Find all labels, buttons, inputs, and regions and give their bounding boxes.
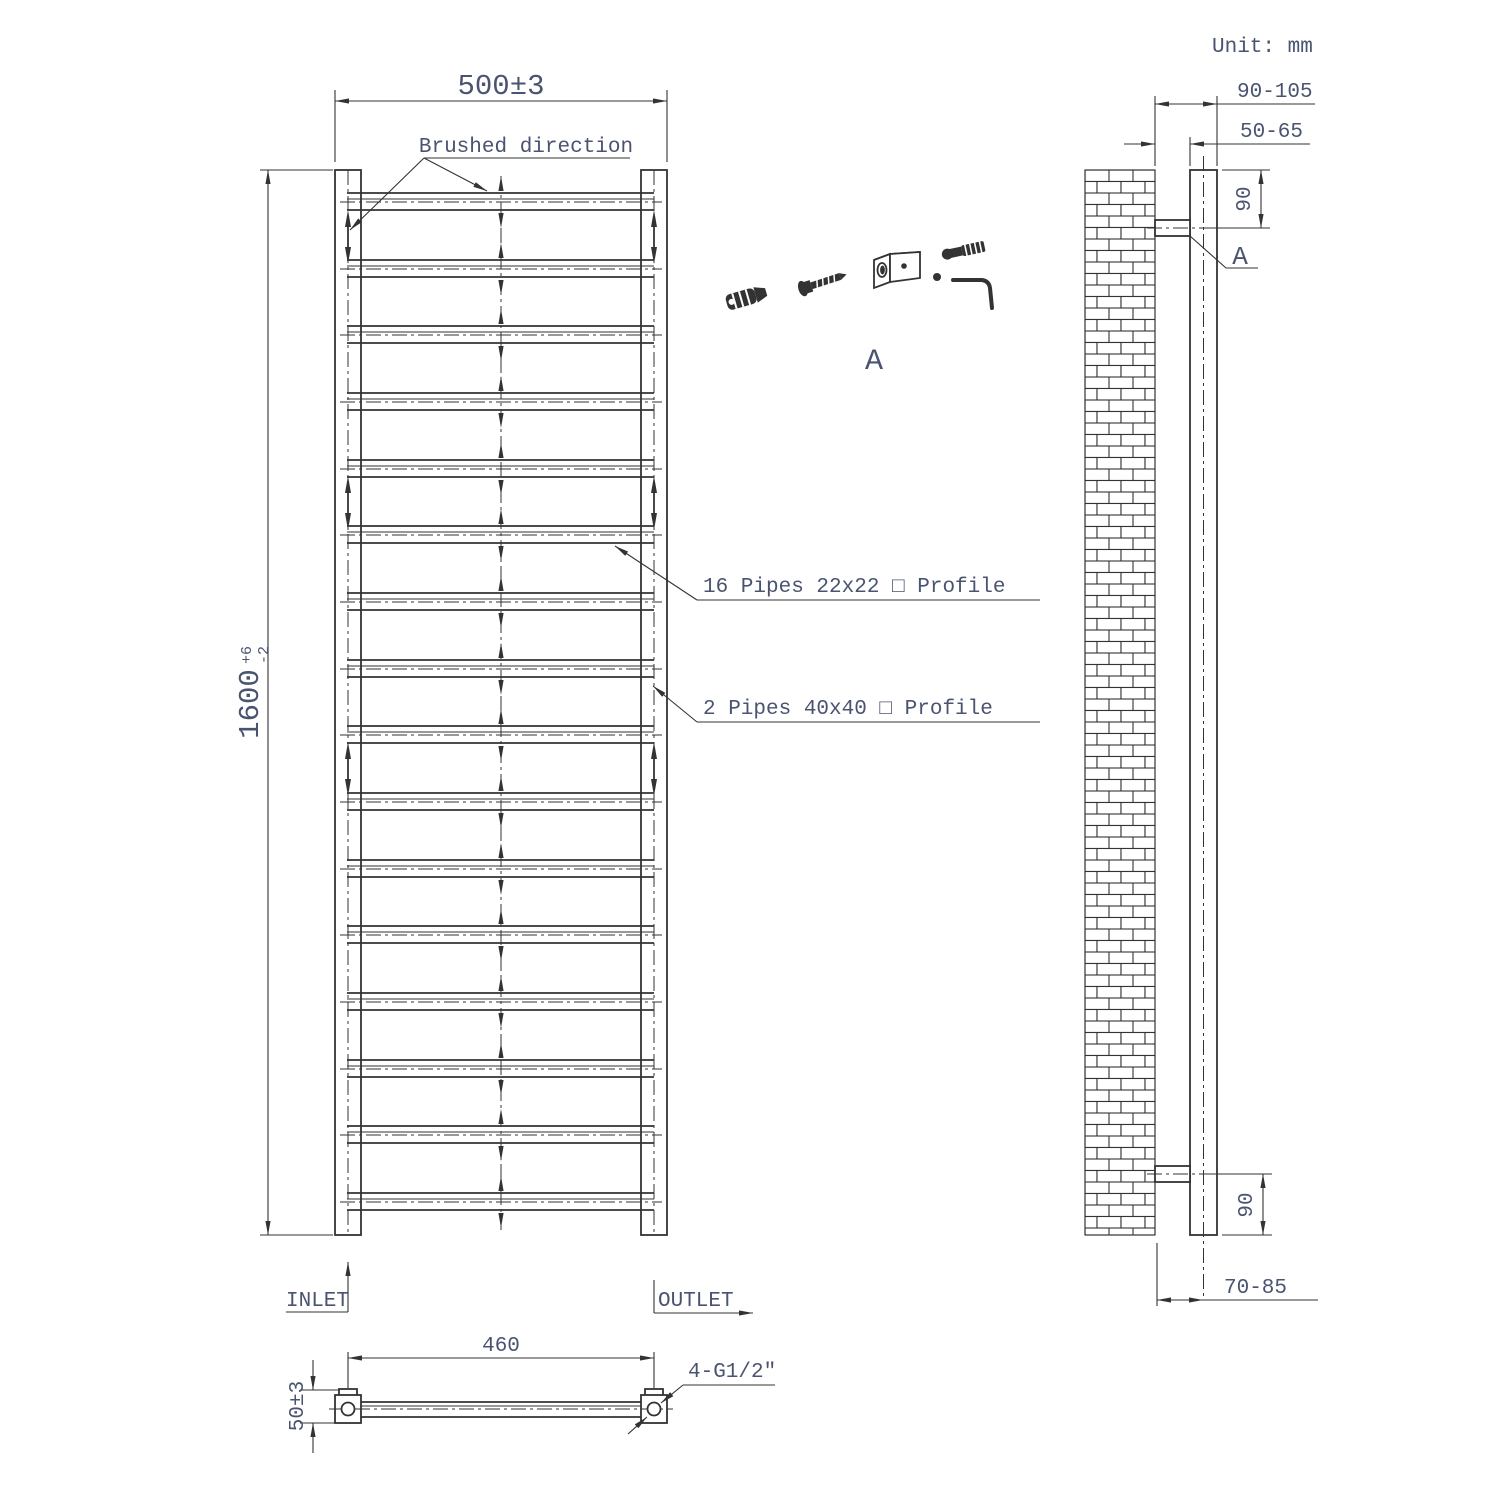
bracket-block-icon [874, 252, 920, 288]
grub-screw-icon [941, 240, 986, 261]
inlet-callout [286, 1262, 349, 1313]
wall-clearance-label: 70-85 [1224, 1277, 1288, 1300]
brushed-direction-label: Brushed direction [418, 136, 634, 159]
rung-pipe-note-label: 16 Pipes 22x22 □ Profile [703, 576, 1006, 599]
hardware-detail-label: A [864, 345, 884, 379]
height-dimension [234, 170, 333, 1235]
bottom-view [287, 1335, 776, 1453]
depth-dimension-label: 50±3 [287, 1380, 310, 1432]
hardware-detail [725, 240, 992, 379]
washer-icon [933, 273, 941, 281]
wall-clearance-dimension [1157, 1243, 1318, 1306]
port-spacing-dimension [348, 1335, 654, 1388]
right-thread-port [648, 1403, 661, 1416]
wall-plug-icon [725, 284, 769, 311]
port-spacing-label: 460 [482, 1335, 520, 1358]
height-tolerance-minus: -2 [256, 645, 273, 664]
outlet-callout [654, 1280, 753, 1313]
bracket-depth-label: 50-65 [1240, 121, 1304, 144]
upright-pipe-note [653, 686, 1040, 722]
detail-a-reference-label: A [1232, 242, 1248, 272]
brushed-direction-callout [350, 136, 633, 230]
overall-depth-label: 90-105 [1237, 81, 1313, 104]
thread-note-label: 4-G1/2″ [688, 1361, 777, 1384]
allen-key-icon [953, 280, 992, 308]
wall [1085, 170, 1155, 1235]
upright-pipe-note-label: 2 Pipes 40x40 □ Profile [703, 698, 993, 721]
outlet-label: OUTLET [658, 1290, 734, 1313]
depth-dimension [287, 1360, 340, 1453]
bottom-offset-label: 90 [1236, 1192, 1259, 1218]
top-offset-label: 90 [1234, 186, 1257, 212]
width-dimension-label: 500±3 [457, 70, 545, 103]
rung-pipe-note [615, 546, 1040, 600]
height-tolerance-plus: +6 [239, 645, 256, 664]
mounting-screw-icon [796, 267, 849, 298]
inlet-label: INLET [286, 1290, 350, 1313]
unit-label: Unit: mm [1212, 36, 1313, 59]
left-thread-port [342, 1403, 355, 1416]
height-dimension-label: 1600 [234, 669, 267, 739]
side-view [1085, 81, 1318, 1306]
